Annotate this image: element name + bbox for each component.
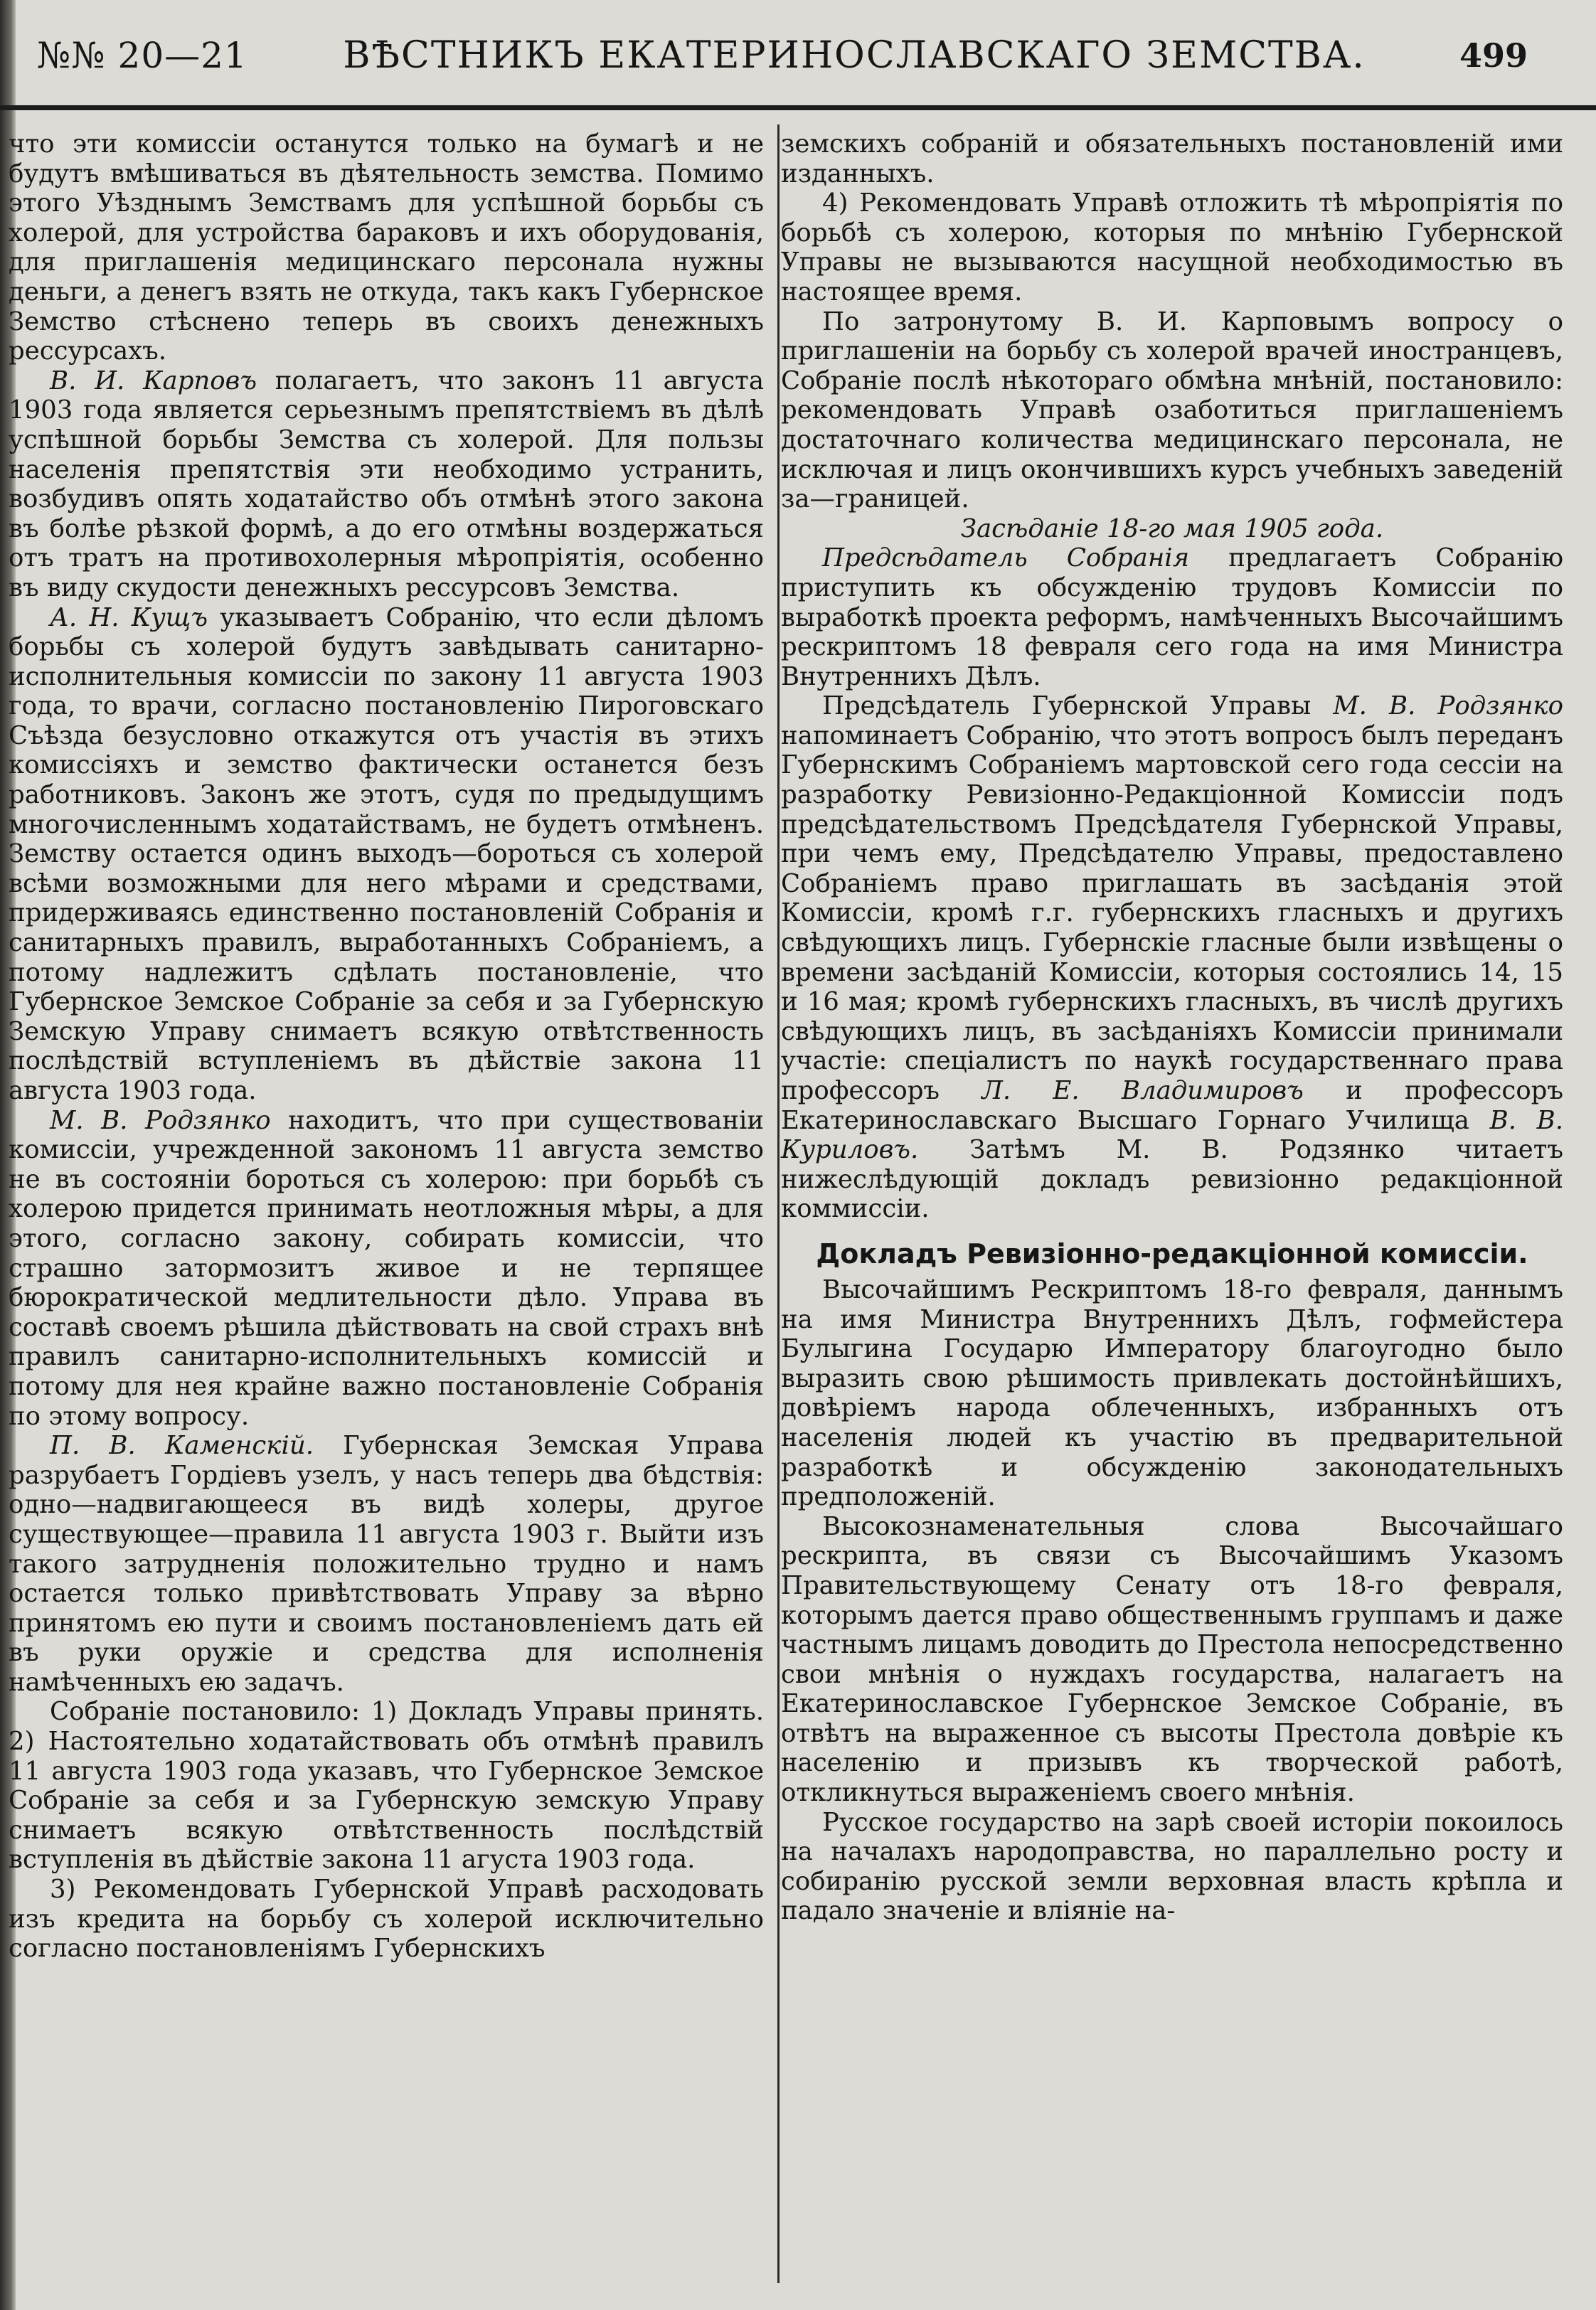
left-paragraph-5 [9, 1431, 764, 1697]
right-paragraph-5-text-a: напоминаетъ Собранію, что этотъ вопросъ былъ переданъ Губернскимъ Собраніемъ мартовской сего года сессіи на разработку Ревизіонно-Редакціонной Комиссіи подъ предсѣдательствомъ Предсѣдателя Губернской Управы, при чемъ ему, Предсѣдателю Управы, предоставлено Собраніемъ право приглашать въ засѣданія этой Комиссіи, кромѣ г.г. губернскихъ гласныхъ и другихъ свѣдующихъ лицъ. Губернскіе гласные были извѣщены о времени засѣданій Комиссіи, которыя состоялись 14, 15 и 16 мая; кромѣ губернскихъ гласныхъ, въ числѣ другихъ свѣдующихъ лицъ, въ засѣданіяхъ Комиссіи принимали участіе: спеціалистъ по наукѣ государственнаго права профессоръ [781, 720, 1563, 1105]
page-header [28, 27, 1586, 84]
left-paragraph-4-text: находитъ, что при существованіи комиссіи, учрежденной закономъ 11 августа земство не въ состояніи бороться съ холерою: при борьбѣ съ холерою придется принимать неотложныя мѣры, а для этого, согласно закону, собирать комиссіи, что страшно затормозитъ живое и не терпящее бюрократической медлительности дѣло. Управа въ составѣ своемъ рѣшила дѣйствовать на свой страхъ внѣ правилъ санитарно-исполнительныхъ комиссій и потому для нея крайне важно постановленіе Собранія по этому вопросу. [9, 1105, 765, 1431]
journal-title: ВѢСТНИКЪ ЕКАТЕРИНОСЛАВСКАГО ЗЕМСТВА. [343, 34, 1366, 77]
left-paragraph-2 [9, 366, 764, 603]
right-paragraph-5-text-b: и профессоръ Екатеринославскаго Высшаго Горнаго Училища [781, 1076, 1563, 1135]
left-paragraph-3 [9, 603, 764, 1106]
right-paragraph-2: 4) Рекомендовать Управѣ отложить тѣ мѣропріятія по борьбѣ съ холерою, которыя по мнѣнію Губернской Управы не вызываются насущной необходимостью въ настоящее время. [781, 188, 1563, 307]
name-vladimirov: Л. Е. Владимировъ [981, 1076, 1304, 1105]
right-paragraph-8: Русское государство на зарѣ своей исторіи покоилось на началахъ народоправства, но параллельно росту и собиранію русской земли верховная власть крѣпла и падало значеніе и вліяніе на- [781, 1807, 1563, 1926]
speaker-rodzyanko-chair: М. В. Родзянко [1333, 691, 1564, 721]
right-paragraph-7: Высокознаменательныя слова Высочайшаго рескрипта, въ связи съ Высочайшимъ Указомъ Правительствующему Сенату отъ 18-го февраля, которымъ дается право общественнымъ группамъ и даже частнымъ лицамъ доводить до Престола непосредственно свои мнѣнія о нуждахъ государства, налагаетъ на Екатеринославское Губернское Земское Собраніе, въ отвѣтъ на выраженное съ высоты Престола довѣріе къ населенію и призывъ къ творческой работѣ, откликнуться выраженіемъ своего мнѣнія. [781, 1511, 1563, 1808]
right-paragraph-1: земскихъ собраній и обязательныхъ постановленій ими изданныхъ. [781, 129, 1563, 188]
right-paragraph-5-intro: Предсѣдатель Губернской Управы [822, 691, 1334, 721]
left-paragraph-1: что эти комиссіи останутся только на бумагѣ и не будутъ вмѣшиваться въ дѣятельность земства. Помимо этого Уѣзднымъ Земствамъ для успѣшной борьбы съ холерой, для устройства бараковъ и ихъ оборудованія, для приглашенія медицинскаго персонала нужны деньги, а денегъ взять не откуда, такъ какъ Губернское Земство стѣснено теперь въ своихъ денежныхъ рессурсахъ. [9, 129, 764, 366]
header-rule [0, 105, 1596, 110]
right-paragraph-5-text-c: Затѣмъ М. В. Родзянко читаетъ нижеслѣдующій докладъ ревизіонно редакціонной коммиссіи. [781, 1135, 1563, 1224]
report-heading: Докладъ Ревизіонно-редакціонной комиссіи. [816, 1238, 1528, 1270]
left-paragraph-6: Собраніе постановило: 1) Докладъ Управы принять. 2) Настоятельно ходатайствовать объ отмѣнѣ правилъ 11 августа 1903 года указавъ, что Губернское Земское Собраніе за себя и за Губернскую земскую Управу снимаетъ всякую отвѣтственность послѣдствій вступленія въ дѣйствіе закона 11 агуста 1903 года. [9, 1697, 764, 1875]
speaker-kamensky: П. В. Каменскій. [50, 1431, 314, 1461]
left-paragraph-4 [9, 1106, 764, 1432]
speaker-chairman: Предсѣдатель Собранія [822, 543, 1190, 573]
speaker-kushch: А. Н. Кущъ [50, 602, 208, 632]
left-paragraph-5-text: Губернская Земская Управа разрубаетъ Гордіевъ узелъ, у насъ теперь два бѣдствія: одно—надвигающееся въ видѣ холеры, другое существующее—правила 11 августа 1903 г. Выйти изъ такого затрудненія положительно трудно и намъ остается только привѣтствовать Управу за вѣрно принятомъ ею пути и своимъ постановленіемъ дать ей въ руки оружіе и средства для исполненія намѣченныхъ ею задачъ. [9, 1431, 765, 1697]
left-paragraph-3-text: указываетъ Собранію, что если дѣломъ борьбы съ холерой будутъ завѣдывать санитарно-исполнительныя комиссіи по закону 11 августа 1903 года, то врачи, согласно постановленію Пироговскаго Съѣзда безусловно откажутся отъ участія въ этихъ комиссіяхъ и земство фактически останется безъ работниковъ. Законъ же этотъ, судя по предыдущимъ многочисленнымъ ходатайствамъ, не будетъ отмѣненъ. Земству остается одинъ выходъ—бороться съ холерой всѣми возможными для него мѣрами и средствами, придерживаясь единственно постановленій Собранія и санитарныхъ правилъ, выработанныхъ Собраніемъ, а потому надлежитъ сдѣлать постановленіе, что Губернское Земское Собраніе за себя и за Губернскую Земскую Управу снимаетъ всякую отвѣтственность послѣдствій вступленіемъ въ дѣйствіе закона 11 августа 1903 года. [9, 602, 764, 1105]
session-title: Засѣданіе 18-го мая 1905 года. [960, 513, 1384, 543]
right-paragraph-4 [781, 543, 1563, 691]
left-column [9, 129, 764, 1964]
speaker-karpov: В. И. Карповъ [50, 366, 257, 395]
speaker-rodzyanko: М. В. Родзянко [50, 1105, 271, 1135]
right-paragraph-6: Высочайшимъ Рескриптомъ 18-го февраля, даннымъ на имя Министра Внутреннихъ Дѣлъ, гофмейстера Булыгина Государю Императору благоугодно было выразить свою рѣшимость привлекать достойнѣйшихъ, довѣріемъ народа облеченныхъ, избранныхъ отъ населенія людей къ участію въ предварительной разработкѣ и обсужденію законодательныхъ предположеній. [781, 1274, 1563, 1512]
page-number: 499 [1459, 36, 1528, 75]
right-paragraph-3: По затронутому В. И. Карповымъ вопросу о приглашеніи на борьбу съ холерой врачей иностранцевъ, Собраніе послѣ нѣкотораго обмѣна мнѣній, постановило: рекомендовать Управѣ озаботиться приглашеніемъ достаточнаго количества медицинскаго персонала, не исключая и лицъ окончившихъ курсъ учебныхъ заведеній за—границей. [781, 307, 1563, 514]
column-divider [777, 124, 780, 2283]
left-paragraph-7: 3) Рекомендовать Губернской Управѣ расходовать изъ кредита на борьбу съ холерой исключительно согласно постановленіямъ Губернскихъ [9, 1875, 764, 1964]
right-paragraph-4-text: предлагаетъ Собранію приступить къ обсужденію трудовъ Комиссіи по выработкѣ проекта реформъ, намѣченныхъ Высочайшимъ рескриптомъ 18 февраля сего года на имя Министра Внутреннихъ Дѣлъ. [781, 543, 1563, 691]
issue-number: №№ 20—21 [37, 35, 248, 76]
left-paragraph-2-text: полагаетъ, что законъ 11 августа 1903 года является серьезнымъ препятствіемъ въ дѣлѣ успѣшной борьбы Земства съ холерой. Для пользы населенія препятствія эти необходимо устранить, возбудивъ опять ходатайство объ отмѣнѣ этого закона въ болѣе рѣзкой формѣ, а до его отмѣны воздержаться отъ тратъ на противохолерныя мѣропріятія, особенно въ виду скудости денежныхъ рессурсовъ Земства. [9, 366, 764, 602]
right-paragraph-5 [781, 691, 1563, 1224]
name-kurilov: В. В. Куриловъ. [781, 1105, 1563, 1165]
right-column [781, 129, 1563, 1926]
